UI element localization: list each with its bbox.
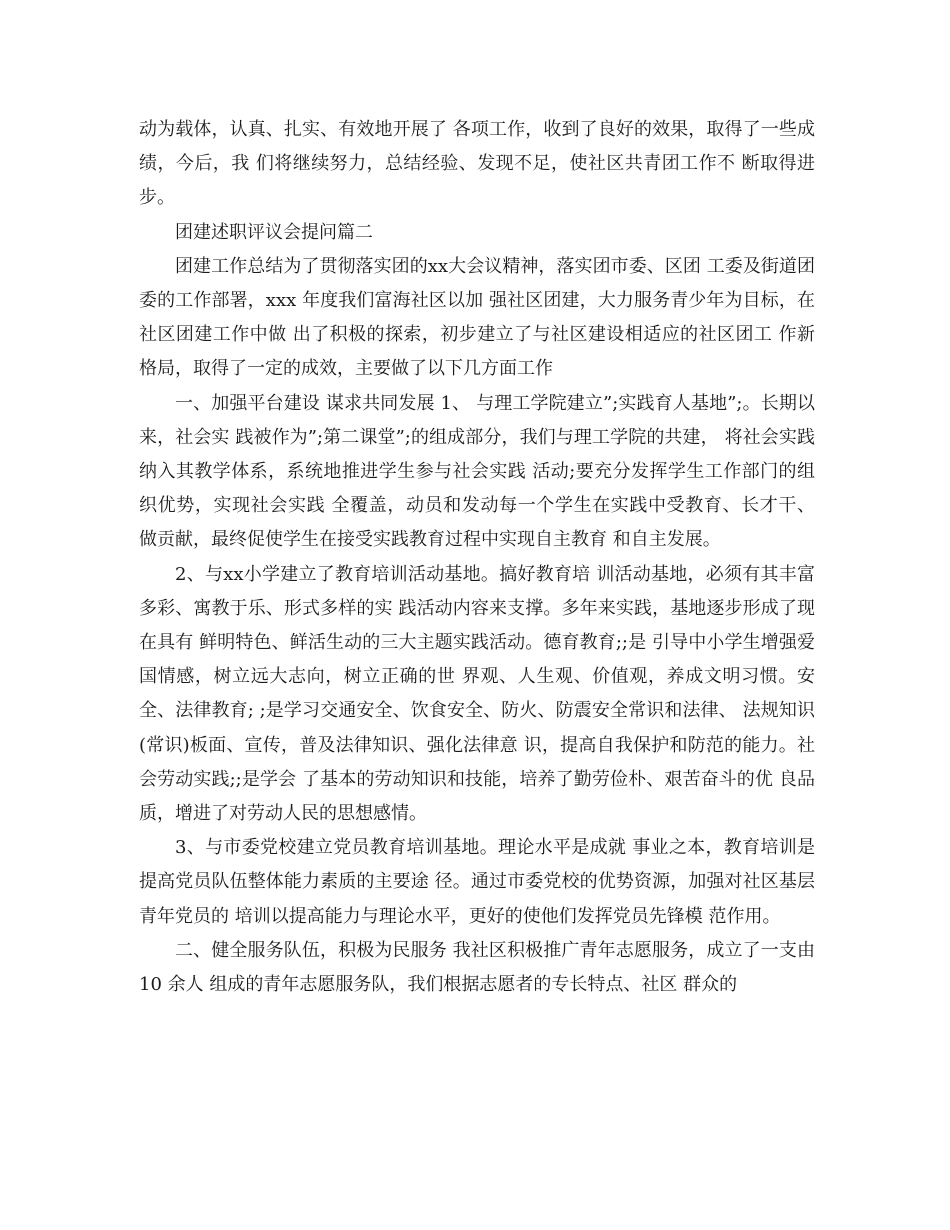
paragraph-party-school-base: 3、与市委党校建立党员教育培训基地。理论水平是成就 事业之本，教育培训是提高党员队伍整体能力素质的主要途 径。通过市委党校的优势资源，加强对社区基层青年党员的 培训以提高能力与理论水平，更好的使他们发挥党员先锋模 范作用。 [139,837,815,927]
paragraph-service-team: 二、健全服务队伍，积极为民服务 我社区积极推广青年志愿服务，成立了一支由 10 余人 组成的青年志愿服务队，我们根据志愿者的专长特点、社区 群众的 [139,939,815,996]
paragraph-intro: 团建工作总结为了贯彻落实团的xx大会议精神，落实团市委、区团 工委及街道团委的工作部署，xxx 年度我们富海社区以加 强社区团建，大力服务青少年为目标，在社区团建工作中做 出了积极的探索，初步建立了与社区建设相适应的社区团工 作新格局，取得了一定的成效，主要做了以下几方面工作 [139,255,815,380]
paragraph-platform-building: 一、加强平台建设 谋求共同发展 1、 与理工学院建立”;实践育人基地”;。长期以来，社会实 践被作为”;第二课堂”;的组成部分，我们与理工学院的共建， 将社会实践纳入其教学体系，系统地推进学生参与社会实践 活动;要充分发挥学生工作部门的组织优势，实现社会实践 全覆盖，动员和发动每一个学生在实践中受教育、长才干、 做贡献，最终促使学生在接受实践教育过程中实现自主教育 和自主发展。 [139,392,815,551]
paragraph-school-base: 2、与xx小学建立了教育培训活动基地。搞好教育培 训活动基地，必须有其丰富多彩、寓教于乐、形式多样的实 践活动内容来支撑。多年来实践，基地逐步形成了现在具有 鲜明特色、鲜活生动的三大主题实践活动。德育教育;;是 引导中小学生增强爱国情感，树立远大志向，树立正确的世 界观、人生观、价值观，养成文明习惯。安全、法律教育; ;是学习交通安全、饮食安全、防火、防震安全常识和法律、 法规知识(常识)板面、宣传，普及法律知识、强化法律意 识，提高自我保护和防范的能力。社会劳动实践;;是学会 了基本的劳动知识和技能，培养了勤劳俭朴、艰苦奋斗的优 良品质，增进了对劳动人民的思想感情。 [139,563,815,825]
paragraph-continuation: 动为载体，认真、扎实、有效地开展了 各项工作，收到了良好的效果，取得了一些成绩，今后，我 们将继续努力，总结经验、发现不足，使社区共青团工作不 断取得进步。 [139,119,815,209]
section-heading: 团建述职评议会提问篇二 [175,221,373,243]
document-body [139,113,815,1002]
